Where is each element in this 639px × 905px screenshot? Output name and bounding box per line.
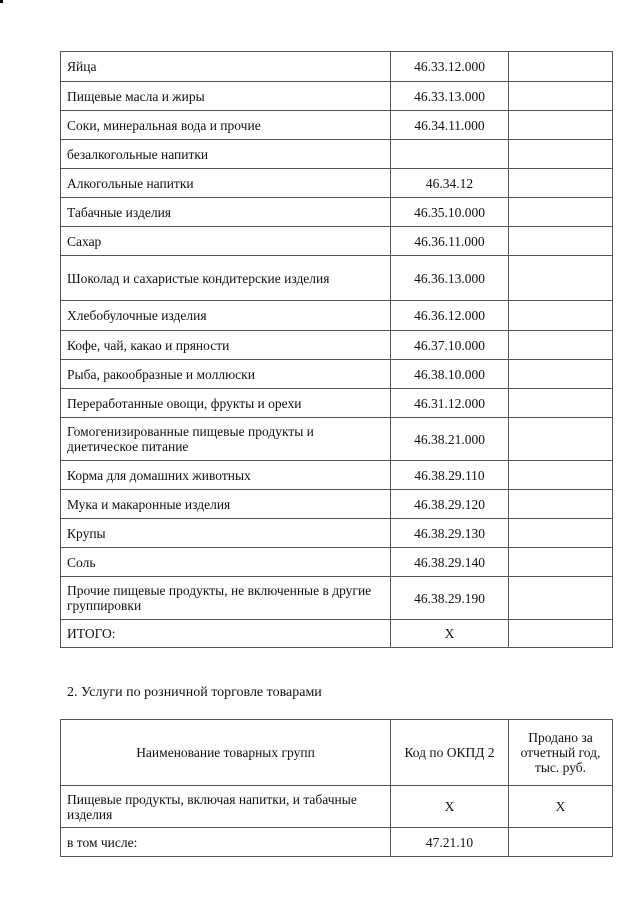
code-cell: X xyxy=(391,786,509,828)
sold-value-cell xyxy=(509,52,613,82)
group-name-cell: Соль xyxy=(61,548,391,577)
retail-services-table xyxy=(60,719,613,857)
sold-value-cell xyxy=(509,331,613,360)
group-name-cell: Кофе, чай, какао и пряности xyxy=(61,331,391,360)
sold-value-cell xyxy=(509,490,613,519)
code-cell: 47.21.10 xyxy=(391,828,509,857)
code-cell: 46.36.12.000 xyxy=(391,301,509,331)
group-name-cell: Табачные изделия xyxy=(61,198,391,227)
goods-code-table xyxy=(60,51,613,648)
total-label-cell: ИТОГО: xyxy=(61,620,391,648)
code-cell: 46.37.10.000 xyxy=(391,331,509,360)
group-name-cell: Соки, минеральная вода и прочие xyxy=(61,111,391,140)
group-name-cell: Прочие пищевые продукты, не включенные в другие группировки xyxy=(61,577,391,620)
code-cell: 46.34.12 xyxy=(391,169,509,198)
table-row xyxy=(61,548,613,577)
table-row xyxy=(61,52,613,82)
group-name-cell: Крупы xyxy=(61,519,391,548)
group-name-cell: Переработанные овощи, фрукты и орехи xyxy=(61,389,391,418)
code-cell xyxy=(391,140,509,169)
table-row xyxy=(61,418,613,461)
sold-value-cell xyxy=(509,461,613,490)
group-name-cell: Пищевые продукты, включая напитки, и табачные изделия xyxy=(61,786,391,828)
code-cell: 46.36.11.000 xyxy=(391,227,509,256)
scan-corner-mark xyxy=(0,0,3,3)
table-row xyxy=(61,490,613,519)
group-name-cell: Гомогенизированные пищевые продукты и диетическое питание xyxy=(61,418,391,461)
group-name-cell: Мука и макаронные изделия xyxy=(61,490,391,519)
table-row xyxy=(61,256,613,301)
sold-value-cell xyxy=(509,418,613,461)
table-row xyxy=(61,360,613,389)
group-name-cell: безалкогольные напитки xyxy=(61,140,391,169)
column-header-code: Код по ОКПД 2 xyxy=(391,720,509,786)
code-cell: 46.38.29.190 xyxy=(391,577,509,620)
table-row xyxy=(61,82,613,111)
code-cell: 46.33.12.000 xyxy=(391,52,509,82)
sold-value-cell xyxy=(509,111,613,140)
code-cell: 46.33.13.000 xyxy=(391,82,509,111)
sold-value-cell: X xyxy=(509,786,613,828)
sold-value-cell xyxy=(509,360,613,389)
table-row xyxy=(61,389,613,418)
group-name-cell: Пищевые масла и жиры xyxy=(61,82,391,111)
code-cell: 46.31.12.000 xyxy=(391,389,509,418)
group-name-cell: в том числе: xyxy=(61,828,391,857)
code-cell: 46.34.11.000 xyxy=(391,111,509,140)
sold-value-cell xyxy=(509,198,613,227)
code-cell: 46.38.29.110 xyxy=(391,461,509,490)
group-name-cell: Корма для домашних животных xyxy=(61,461,391,490)
column-header-name: Наименование товарных групп xyxy=(61,720,391,786)
sold-value-cell xyxy=(509,169,613,198)
code-cell: 46.38.10.000 xyxy=(391,360,509,389)
table-row xyxy=(61,331,613,360)
code-cell: 46.38.29.120 xyxy=(391,490,509,519)
sold-value-cell xyxy=(509,548,613,577)
group-name-cell: Сахар xyxy=(61,227,391,256)
sold-value-cell xyxy=(509,301,613,331)
code-cell: 46.36.13.000 xyxy=(391,256,509,301)
sold-value-cell xyxy=(509,140,613,169)
sold-value-cell xyxy=(509,82,613,111)
code-cell: 46.35.10.000 xyxy=(391,198,509,227)
table-row xyxy=(61,519,613,548)
group-name-cell: Алкогольные напитки xyxy=(61,169,391,198)
table-row xyxy=(61,786,613,828)
sold-value-cell xyxy=(509,828,613,857)
table-row xyxy=(61,169,613,198)
table-row xyxy=(61,198,613,227)
section-2-title: 2. Услуги по розничной торговле товарами xyxy=(67,685,322,700)
group-name-cell: Шоколад и сахаристые кондитерские изделия xyxy=(61,256,391,301)
sold-value-cell xyxy=(509,227,613,256)
group-name-cell: Рыба, ракообразные и моллюски xyxy=(61,360,391,389)
table-row xyxy=(61,301,613,331)
table-row xyxy=(61,140,613,169)
table-row xyxy=(61,227,613,256)
sold-value-cell xyxy=(509,256,613,301)
sold-value-cell xyxy=(509,620,613,648)
code-cell: 46.38.29.140 xyxy=(391,548,509,577)
table-row xyxy=(61,461,613,490)
code-cell: X xyxy=(391,620,509,648)
table-row xyxy=(61,620,613,648)
column-header-sold: Продано за отчетный год, тыс. руб. xyxy=(509,720,613,786)
sold-value-cell xyxy=(509,577,613,620)
sold-value-cell xyxy=(509,389,613,418)
code-cell: 46.38.29.130 xyxy=(391,519,509,548)
table-row xyxy=(61,828,613,857)
code-cell: 46.38.21.000 xyxy=(391,418,509,461)
group-name-cell: Яйца xyxy=(61,52,391,82)
sold-value-cell xyxy=(509,519,613,548)
group-name-cell: Хлебобулочные изделия xyxy=(61,301,391,331)
table-row xyxy=(61,577,613,620)
table-row xyxy=(61,111,613,140)
table-header-row xyxy=(61,720,613,786)
